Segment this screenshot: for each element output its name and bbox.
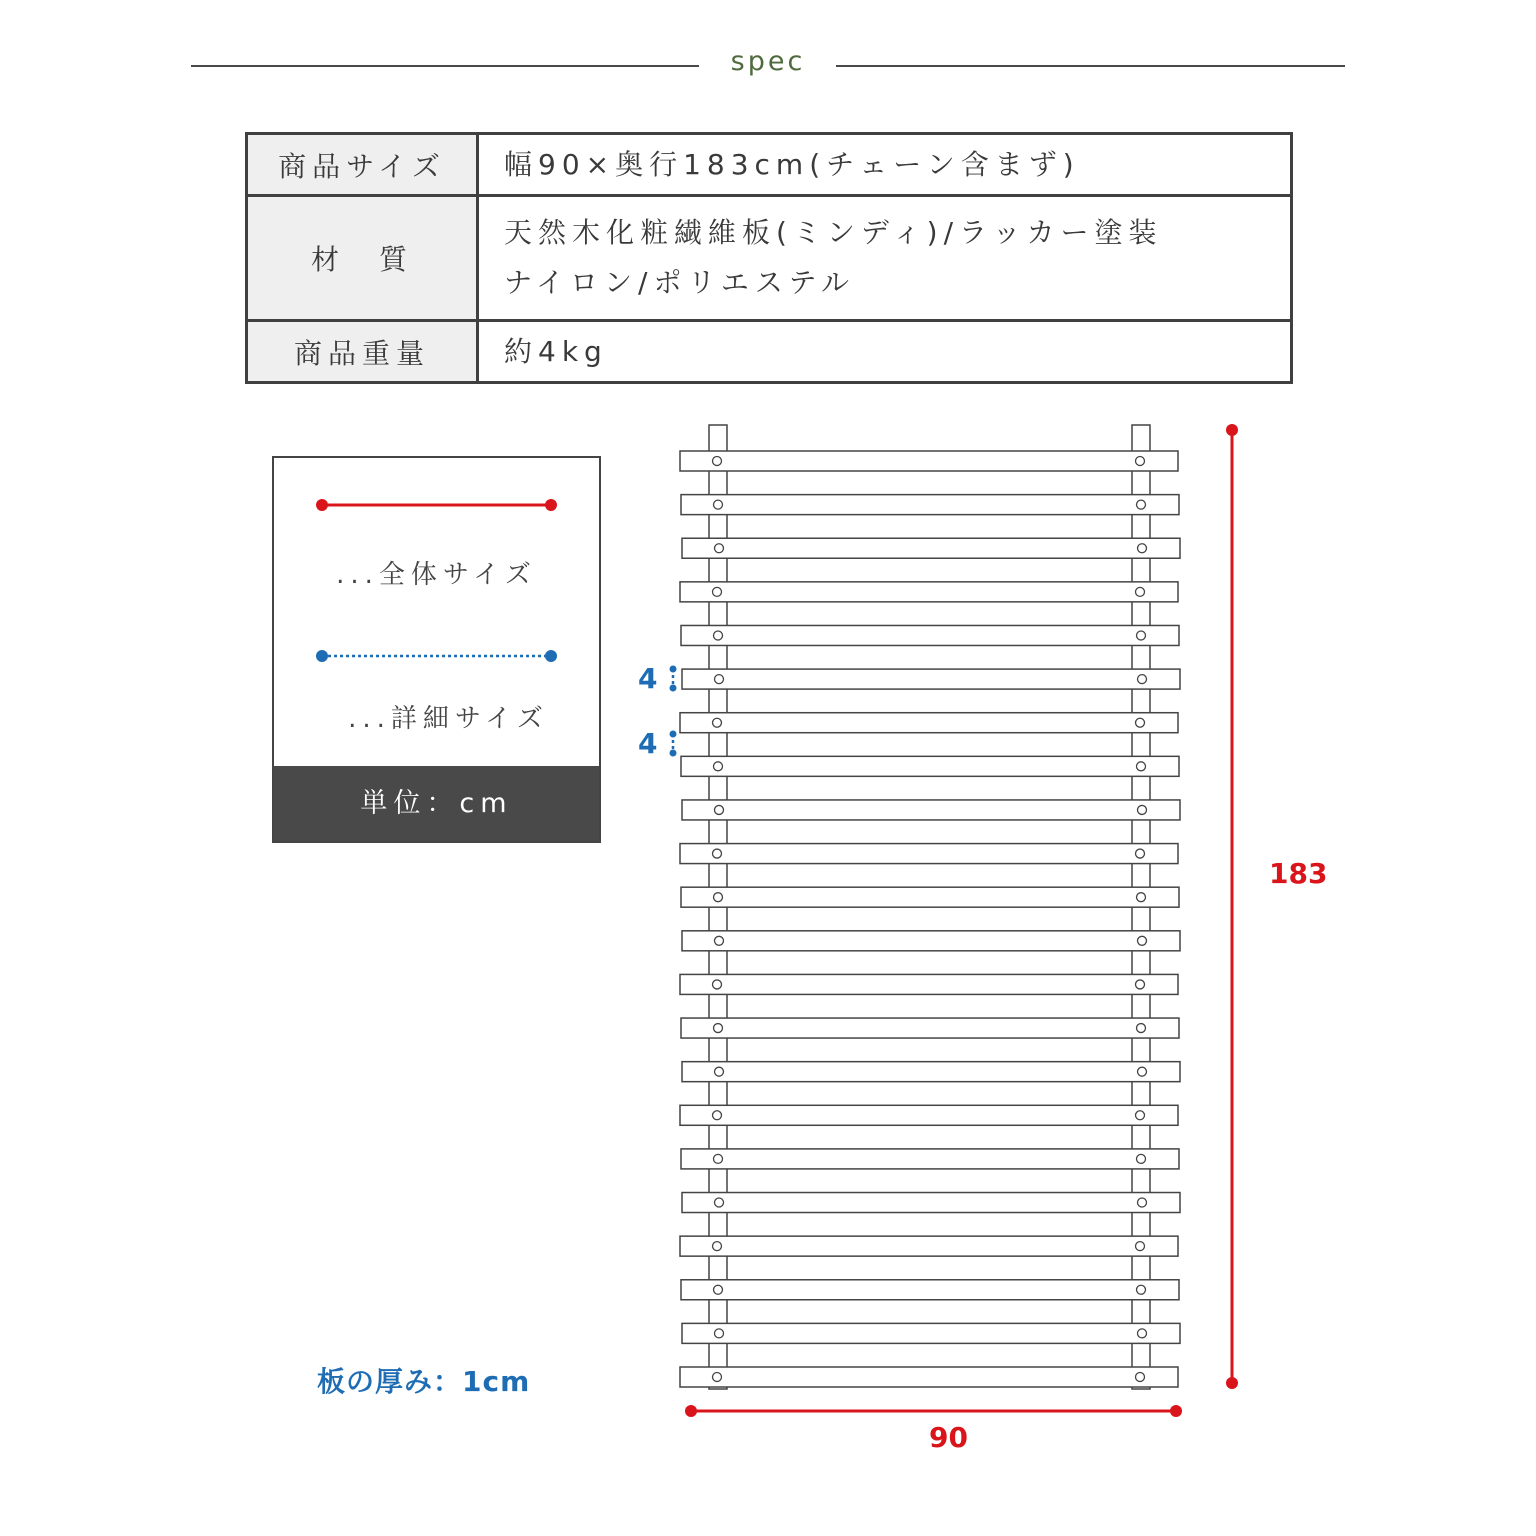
slat-hole-right: [1137, 1024, 1146, 1033]
spec-key-size: 商品サイズ: [247, 134, 478, 196]
slat: [680, 974, 1178, 994]
gap-dim-dot-top: [670, 731, 677, 738]
slat-hole-right: [1137, 762, 1146, 771]
slat-hole-right: [1136, 718, 1145, 727]
slat-hole-left: [715, 936, 724, 945]
slat: [680, 1236, 1178, 1256]
slat-hole-left: [713, 457, 722, 466]
height-dot-top: [1226, 424, 1238, 436]
slat-hole-right: [1136, 980, 1145, 989]
spec-value-line: ナイロン/ポリエステル: [504, 266, 855, 299]
slat-hole-left: [714, 1024, 723, 1033]
slat: [681, 1280, 1179, 1300]
gap-dim-dot-bottom: [670, 750, 677, 757]
slat-hole-left: [715, 1198, 724, 1207]
width-value: 90: [929, 1421, 968, 1454]
slat: [680, 844, 1178, 864]
slat: [681, 1018, 1179, 1038]
slat: [682, 800, 1180, 820]
slat: [682, 1323, 1180, 1343]
slat-hole-right: [1138, 544, 1147, 553]
slat-width-value: 4: [638, 662, 658, 695]
slat: [682, 538, 1180, 558]
slat-hole-left: [713, 1373, 722, 1382]
slat-hole-left: [715, 805, 724, 814]
slat-hole-right: [1138, 1329, 1147, 1338]
slats: [680, 451, 1180, 1387]
slat-hole-left: [714, 893, 723, 902]
spec-value-line: 天然木化粧繊維板(ミンディ)/ラッカー塗装: [504, 216, 1163, 249]
slat: [681, 887, 1179, 907]
legend-detail-label: ...詳細サイズ: [348, 704, 549, 734]
slat-hole-right: [1137, 1154, 1146, 1163]
slat: [680, 451, 1178, 471]
slat-hole-left: [713, 1242, 722, 1251]
slat-hole-right: [1138, 936, 1147, 945]
width-dot-right: [1170, 1405, 1182, 1417]
slat-hole-left: [714, 500, 723, 509]
slat-hole-left: [713, 849, 722, 858]
height-value: 183: [1269, 857, 1328, 890]
slat-hole-left: [715, 1329, 724, 1338]
slat-hole-right: [1137, 893, 1146, 902]
slat-hole-left: [714, 1154, 723, 1163]
slat-hole-right: [1136, 587, 1145, 596]
slat-hole-right: [1136, 1242, 1145, 1251]
slat: [681, 495, 1179, 515]
slat-hole-right: [1138, 1198, 1147, 1207]
slat-dim-dot-top: [670, 666, 677, 673]
slat: [681, 756, 1179, 776]
spec-key-material: 材 質: [247, 196, 478, 321]
section-title: spec: [730, 46, 806, 77]
slat: [682, 1193, 1180, 1213]
slat-hole-left: [714, 1285, 723, 1294]
slat: [682, 669, 1180, 689]
slat-hole-right: [1137, 500, 1146, 509]
spec-key-weight: 商品重量: [247, 321, 478, 383]
slat-dim-dot-bottom: [670, 685, 677, 692]
slat: [680, 1367, 1178, 1387]
thickness-note: 板の厚み：1cm: [317, 1365, 531, 1398]
unit-label: 単位：cm: [274, 766, 599, 841]
slat-hole-right: [1136, 1373, 1145, 1382]
slat-hole-right: [1137, 1285, 1146, 1294]
slat: [680, 582, 1178, 602]
slat-hole-left: [715, 544, 724, 553]
slat: [681, 1149, 1179, 1169]
slat-hole-right: [1136, 457, 1145, 466]
slat-hole-right: [1136, 1111, 1145, 1120]
slat-hole-right: [1138, 675, 1147, 684]
height-dot-bottom: [1226, 1377, 1238, 1389]
slat: [680, 1105, 1178, 1125]
gap-width-value: 4: [638, 727, 658, 760]
slat-hole-left: [713, 587, 722, 596]
slat-hole-left: [713, 1111, 722, 1120]
slat: [682, 1062, 1180, 1082]
slat: [682, 931, 1180, 951]
slat-hole-right: [1136, 849, 1145, 858]
slat-hole-left: [715, 675, 724, 684]
spec-value-line: 約4kg: [504, 334, 608, 368]
legend-overall-label: ...全体サイズ: [336, 560, 537, 590]
slat-hole-left: [714, 762, 723, 771]
slat-hole-left: [713, 718, 722, 727]
slat-hole-right: [1137, 631, 1146, 640]
slat-hole-left: [714, 631, 723, 640]
slat: [680, 713, 1178, 733]
slat-hole-right: [1138, 1067, 1147, 1076]
slat: [681, 625, 1179, 645]
slat-hole-left: [713, 980, 722, 989]
slat-hole-right: [1138, 805, 1147, 814]
width-dot-left: [685, 1405, 697, 1417]
spec-value-line: 幅90×奥行183cm(チェーン含まず): [504, 147, 1080, 181]
slat-hole-left: [715, 1067, 724, 1076]
